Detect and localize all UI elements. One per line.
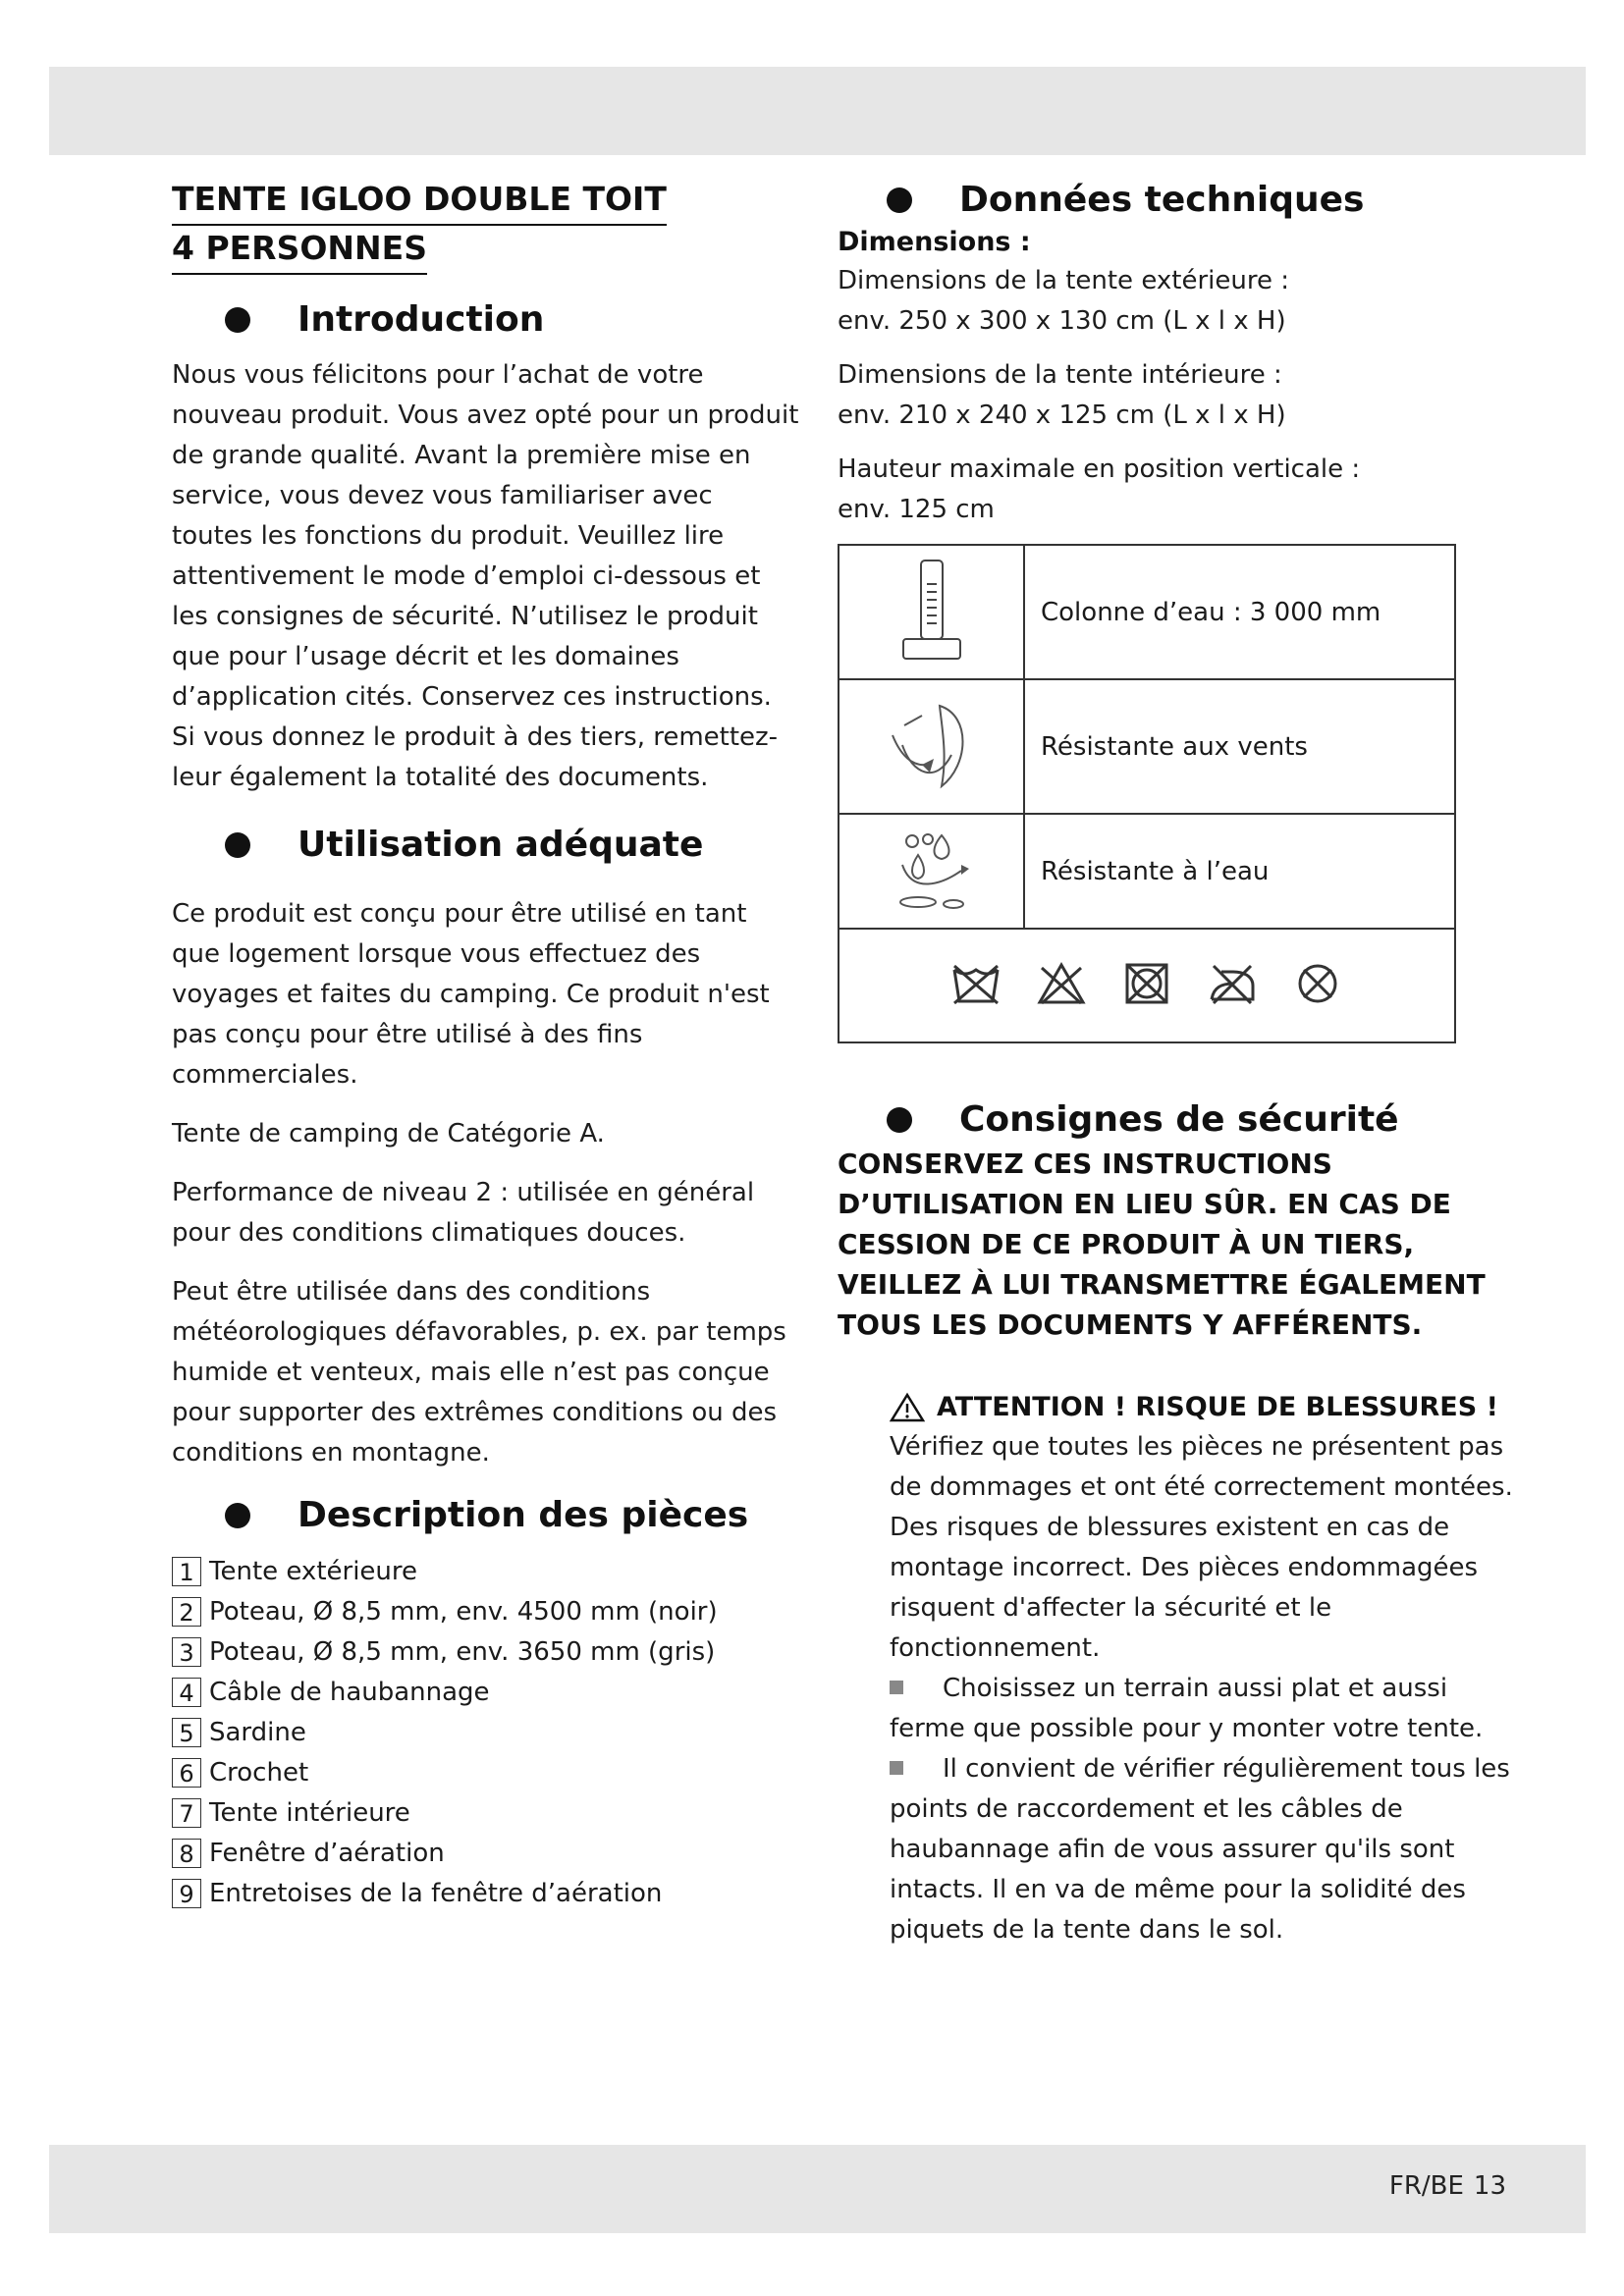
parts-list: [172, 1551, 800, 1913]
usage-paragraph-3: Performance de niveau 2 : utilisée en général pour des conditions climatiques douces.: [172, 1178, 755, 1248]
part-label: Tente intérieure: [209, 1797, 410, 1828]
water-resistant-icon: [883, 826, 981, 914]
tech-heading: [838, 177, 1505, 224]
bullet-icon: [887, 187, 912, 213]
table-row-text: Résistante aux vents: [1024, 679, 1455, 814]
do-not-bleach-icon: [1037, 962, 1086, 1005]
footer-locale: FR/BE: [1388, 2171, 1464, 2201]
part-number: 6: [172, 1758, 201, 1788]
safety-line: D’UTILISATION EN LIEU SÛR. EN CAS DE: [838, 1188, 1451, 1220]
warning-triangle-icon: [890, 1392, 925, 1423]
outer-dim-value: env. 250 x 300 x 130 cm (L x l x H): [838, 306, 1286, 336]
part-number: 3: [172, 1637, 201, 1667]
safety-heading: [838, 1096, 1505, 1144]
do-not-iron-icon: [1208, 962, 1257, 1005]
square-bullet-icon: [890, 1761, 903, 1775]
wind-resistant-icon: [883, 696, 981, 794]
usage-paragraph-4: Peut être utilisée dans des conditions météorologiques défavorables, p. ex. par temps humide et venteux, mais elle n’est pas conçue pour supporter des extrêmes conditions ou des conditions en montagne.: [172, 1277, 786, 1468]
care-symbols-row: [839, 929, 1455, 1042]
introduction-heading: [172, 296, 800, 344]
right-column: [838, 177, 1513, 1950]
table-row-text: Colonne d’eau : 3 000 mm: [1024, 545, 1455, 679]
safety-line: TOUS LES DOCUMENTS Y AFFÉRENTS.: [838, 1308, 1423, 1341]
do-not-dry-clean-icon: [1293, 962, 1342, 1005]
safety-notice: [838, 1144, 1505, 1345]
footer-band: [49, 2145, 1586, 2233]
inner-dim-label: Dimensions de la tente intérieure :: [838, 360, 1282, 390]
table-row-text: Résistante à l’eau: [1024, 814, 1455, 929]
list-item: [172, 1712, 800, 1752]
outer-dim-label: Dimensions de la tente extérieure :: [838, 266, 1289, 295]
part-number: 9: [172, 1879, 201, 1908]
part-label: Entretoises de la fenêtre d’aération: [209, 1878, 663, 1908]
list-item: [172, 1672, 800, 1712]
bullet-icon: [225, 1503, 250, 1528]
table-row: [839, 814, 1455, 929]
part-label: Poteau, Ø 8,5 mm, env. 4500 mm (noir): [209, 1596, 718, 1627]
part-label: Câble de haubannage: [209, 1677, 490, 1707]
properties-table: [838, 544, 1456, 1043]
height-label: Hauteur maximale en position verticale :: [838, 454, 1361, 484]
warning-title: [890, 1388, 1518, 1427]
title-line-1: TENTE IGLOO DOUBLE TOIT: [172, 177, 667, 226]
document-title: [172, 177, 800, 275]
water-column-icon: [897, 557, 966, 665]
table-row: [839, 545, 1455, 679]
list-item: [890, 1749, 1518, 1950]
square-bullet-icon: [890, 1681, 903, 1694]
safety-line: CESSION DE CE PRODUIT À UN TIERS,: [838, 1228, 1415, 1260]
list-item: [172, 1873, 800, 1913]
safety-line: CONSERVEZ CES INSTRUCTIONS: [838, 1148, 1332, 1180]
bullet-icon: [887, 1107, 912, 1133]
usage-paragraph-2: Tente de camping de Catégorie A.: [172, 1119, 605, 1148]
part-label: Poteau, Ø 8,5 mm, env. 3650 mm (gris): [209, 1636, 716, 1667]
usage-paragraph-1: Ce produit est conçu pour être utilisé en tant que logement lorsque vous effectuez des voyages et faites du camping. Ce produit n'est pas conçu pour être utilisé à des fins commerciales.: [172, 899, 770, 1090]
list-item: [172, 1631, 800, 1672]
parts-heading: [172, 1492, 800, 1539]
page-number: 13: [1473, 2171, 1506, 2201]
list-item: [172, 1833, 800, 1873]
do-not-wash-icon: [951, 962, 1001, 1005]
bullet-icon: [225, 307, 250, 333]
introduction-heading-text: Introduction: [298, 299, 545, 340]
safety-line: VEILLEZ À LUI TRANSMETTRE ÉGALEMENT: [838, 1268, 1486, 1301]
do-not-tumble-dry-icon: [1122, 962, 1171, 1005]
part-label: Fenêtre d’aération: [209, 1838, 445, 1868]
part-number: 1: [172, 1557, 201, 1586]
height-value: env. 125 cm: [838, 495, 995, 524]
bullet-icon: [225, 832, 250, 858]
warning-block: [890, 1388, 1518, 1950]
part-number: 2: [172, 1597, 201, 1627]
list-item: [172, 1752, 800, 1792]
part-number: 4: [172, 1678, 201, 1707]
dimensions-label: Dimensions :: [838, 227, 1031, 257]
part-label: Sardine: [209, 1717, 306, 1747]
list-item: [890, 1669, 1518, 1749]
part-number: 7: [172, 1798, 201, 1828]
tech-heading-text: Données techniques: [959, 180, 1365, 220]
introduction-text: Nous vous félicitons pour l’achat de votre nouveau produit. Vous avez opté pour un produit de grande qualité. Avant la première mise en service, vous devez vous familiariser avec toutes les fonctions du produit. Veuillez lire attentivement le mode d’emploi ci-dessous et les consignes de sécurité. N’utilisez le produit que pour l’usage décrit et les domaines d’application cités. Conservez ces instructions. Si vous donnez le produit à des tiers, remettez-leur également la totalité des documents.: [172, 360, 799, 792]
list-item: [172, 1591, 800, 1631]
part-number: 5: [172, 1718, 201, 1747]
part-label: Crochet: [209, 1757, 309, 1788]
parts-heading-text: Description des pièces: [298, 1495, 749, 1535]
list-item: [172, 1792, 800, 1833]
safety-heading-text: Consignes de sécurité: [959, 1099, 1399, 1140]
usage-heading: [172, 822, 800, 869]
usage-heading-text: Utilisation adéquate: [298, 825, 704, 865]
warning-text: Vérifiez que toutes les pièces ne présentent pas de dommages et ont été correctement montées. Des risques de blessures existent en cas de montage incorrect. Des pièces endommagées risquent d'affecter la sécurité et le fonctionnement.: [890, 1432, 1513, 1663]
title-line-2: 4 PERSONNES: [172, 226, 427, 275]
page-footer: [1389, 2171, 1506, 2201]
inner-dim-value: env. 210 x 240 x 125 cm (L x l x H): [838, 400, 1286, 430]
left-column: [172, 177, 800, 1913]
table-row: [839, 679, 1455, 814]
part-number: 8: [172, 1839, 201, 1868]
bullet-text: Choisissez un terrain aussi plat et aussi ferme que possible pour y monter votre tente.: [890, 1674, 1484, 1743]
part-label: Tente extérieure: [209, 1556, 418, 1586]
header-band: [49, 67, 1586, 155]
bullet-text: Il convient de vérifier régulièrement tous les points de raccordement et les câbles de haubannage afin de vous assurer qu'ils sont intacts. Il en va de même pour la solidité des piquets de la tente dans le sol.: [890, 1754, 1510, 1945]
warning-title-text: ATTENTION ! RISQUE DE BLESSURES !: [937, 1392, 1498, 1422]
list-item: [172, 1551, 800, 1591]
